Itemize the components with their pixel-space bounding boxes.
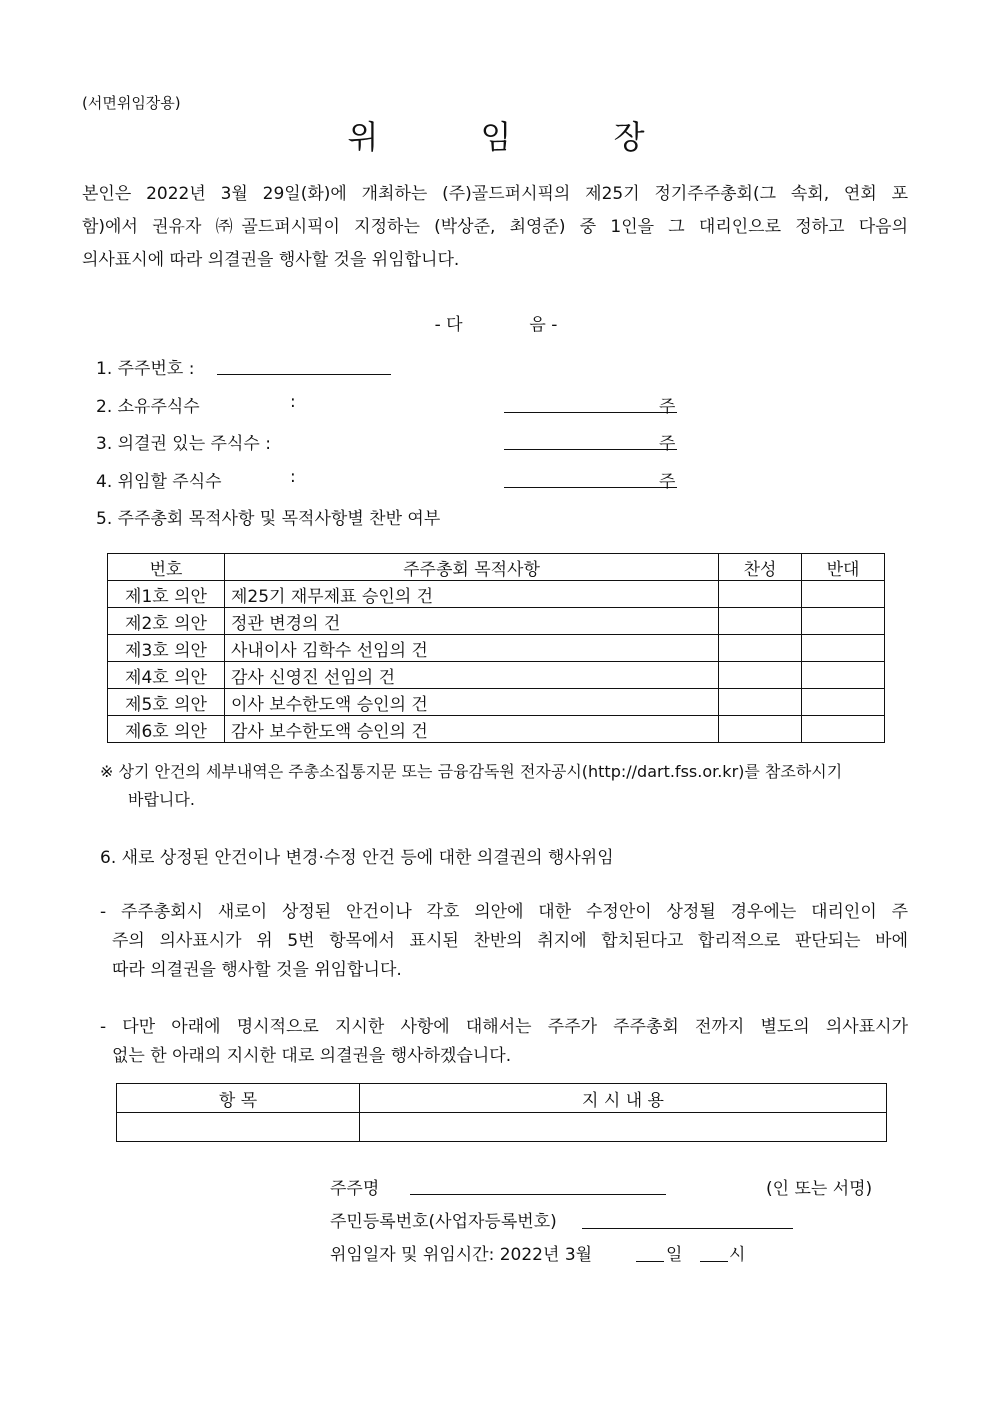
instruction-header-row xyxy=(117,1084,887,1113)
owned-shares-field[interactable] xyxy=(504,412,677,413)
agenda-item: 정관 변경의 건 xyxy=(225,608,719,635)
agenda-number: 제4호 의안 xyxy=(108,662,225,689)
hour-field[interactable] xyxy=(700,1261,728,1262)
paragraph-line: - 다만 아래에 명시적으로 지시한 사항에 대해서는 주주가 주주총회 전까지 별도의 의사표시가 xyxy=(100,1017,908,1037)
intro-line: 의사표시에 따라 의결권을 행사할 것을 위임합니다. xyxy=(82,250,460,270)
paragraph-line: 따라 의결권을 행사할 것을 위임합니다. xyxy=(112,960,402,980)
table-row xyxy=(117,1113,887,1142)
oppose-cell[interactable] xyxy=(802,581,885,608)
table-row xyxy=(108,635,885,662)
oppose-cell[interactable] xyxy=(802,635,885,662)
table-row xyxy=(108,581,885,608)
item-shareholder-number: 1. 주주번호 : xyxy=(96,359,195,379)
delegated-shares-field[interactable] xyxy=(504,487,677,488)
agenda-number: 제6호 의안 xyxy=(108,716,225,743)
paragraph-line: 없는 한 아래의 지시한 대로 의결권을 행사하겠습니다. xyxy=(112,1046,512,1066)
shareholder-name-field[interactable] xyxy=(410,1194,666,1195)
hour-label: 시 xyxy=(729,1245,746,1265)
day-label: 일 xyxy=(666,1245,683,1265)
section6-title: 6. 새로 상정된 안건이나 변경·수정 안건 등에 대한 의결권의 행사위임 xyxy=(100,848,614,868)
approve-cell[interactable] xyxy=(719,581,802,608)
agenda-item: 감사 보수한도액 승인의 건 xyxy=(225,716,719,743)
footnote-line: 바랍니다. xyxy=(128,790,195,809)
table-row xyxy=(108,716,885,743)
oppose-cell[interactable] xyxy=(802,608,885,635)
table-row xyxy=(108,662,885,689)
col-approve: 찬성 xyxy=(719,554,802,581)
intro-line: 본인은 2022년 3월 29일(화)에 개최하는 (주)골드퍼시픽의 제25기 정기주주총회(그 속회, 연회 포 xyxy=(82,184,908,204)
instruction-paragraph xyxy=(100,1013,908,1071)
item-owned-shares-colon: : xyxy=(290,392,296,412)
date-label: 위임일자 및 위임시간: 2022년 3월 xyxy=(330,1245,593,1265)
col-instruction: 지 시 내 용 xyxy=(360,1084,887,1113)
id-number-label: 주민등록번호(사업자등록번호) xyxy=(330,1212,557,1232)
oppose-cell[interactable] xyxy=(802,662,885,689)
table-row xyxy=(108,608,885,635)
agenda-item: 이사 보수한도액 승인의 건 xyxy=(225,689,719,716)
item-agenda-heading: 5. 주주총회 목적사항 및 목적사항별 찬반 여부 xyxy=(96,509,441,529)
agenda-table xyxy=(107,553,885,743)
section-heading xyxy=(0,310,992,335)
agenda-item: 사내이사 김학수 선임의 건 xyxy=(225,635,719,662)
col-agenda: 주주총회 목적사항 xyxy=(225,554,719,581)
day-field[interactable] xyxy=(636,1261,664,1262)
approve-cell[interactable] xyxy=(719,716,802,743)
item-voting-shares: 3. 의결권 있는 주식수 : xyxy=(96,434,271,454)
item-delegated-shares-colon: : xyxy=(290,467,296,487)
col-oppose: 반대 xyxy=(802,554,885,581)
item-owned-shares: 2. 소유주식수 xyxy=(96,397,200,417)
agenda-number: 제3호 의안 xyxy=(108,635,225,662)
voting-shares-unit: 주 xyxy=(659,434,676,454)
id-number-field[interactable] xyxy=(582,1228,793,1229)
delegation-paragraph xyxy=(100,898,908,985)
section-heading-right: 음 - xyxy=(529,315,558,335)
intro-paragraph xyxy=(82,178,908,277)
instruction-table xyxy=(116,1083,887,1142)
shareholder-name-label: 주주명 xyxy=(330,1179,380,1199)
intro-line: 함)에서 권유자 ㈜골드퍼시픽이 지정하는 (박상준, 최영준) 중 1인을 그 대리인으로 정하고 다음의 xyxy=(82,217,908,237)
approve-cell[interactable] xyxy=(719,635,802,662)
agenda-item: 제25기 재무제표 승인의 건 xyxy=(225,581,719,608)
oppose-cell[interactable] xyxy=(802,716,885,743)
agenda-item: 감사 신영진 선임의 건 xyxy=(225,662,719,689)
delegated-shares-unit: 주 xyxy=(659,472,676,492)
paragraph-line: 주의 의사표시가 위 5번 항목에서 표시된 찬반의 취지에 합치된다고 합리적으로 판단되는 바에 xyxy=(112,931,908,951)
agenda-number: 제5호 의안 xyxy=(108,689,225,716)
section-heading-left: - 다 xyxy=(434,315,463,335)
instruction-item-cell[interactable] xyxy=(117,1113,360,1142)
agenda-header-row xyxy=(108,554,885,581)
seal-label: (인 또는 서명) xyxy=(766,1179,873,1199)
agenda-number: 제1호 의안 xyxy=(108,581,225,608)
oppose-cell[interactable] xyxy=(802,689,885,716)
footnote xyxy=(100,758,842,814)
instruction-content-cell[interactable] xyxy=(360,1113,887,1142)
document-title: 위 임 장 xyxy=(347,118,691,156)
col-item: 항 목 xyxy=(117,1084,360,1113)
voting-shares-field[interactable] xyxy=(504,449,677,450)
form-type-label: (서면위임장용) xyxy=(82,94,181,112)
agenda-number: 제2호 의안 xyxy=(108,608,225,635)
approve-cell[interactable] xyxy=(719,662,802,689)
shareholder-number-field[interactable] xyxy=(217,374,391,375)
table-row xyxy=(108,689,885,716)
approve-cell[interactable] xyxy=(719,689,802,716)
col-number: 번호 xyxy=(108,554,225,581)
item-delegated-shares: 4. 위임할 주식수 xyxy=(96,472,222,492)
footnote-line: ※ 상기 안건의 세부내역은 주총소집통지문 또는 금융감독원 전자공시(http://dart.fss.or.kr)를 참조하시기 xyxy=(100,762,843,781)
approve-cell[interactable] xyxy=(719,608,802,635)
owned-shares-unit: 주 xyxy=(659,397,676,417)
paragraph-line: - 주주총회시 새로이 상정된 안건이나 각호 의안에 대한 수정안이 상정될 경우에는 대리인이 주 xyxy=(100,902,908,922)
